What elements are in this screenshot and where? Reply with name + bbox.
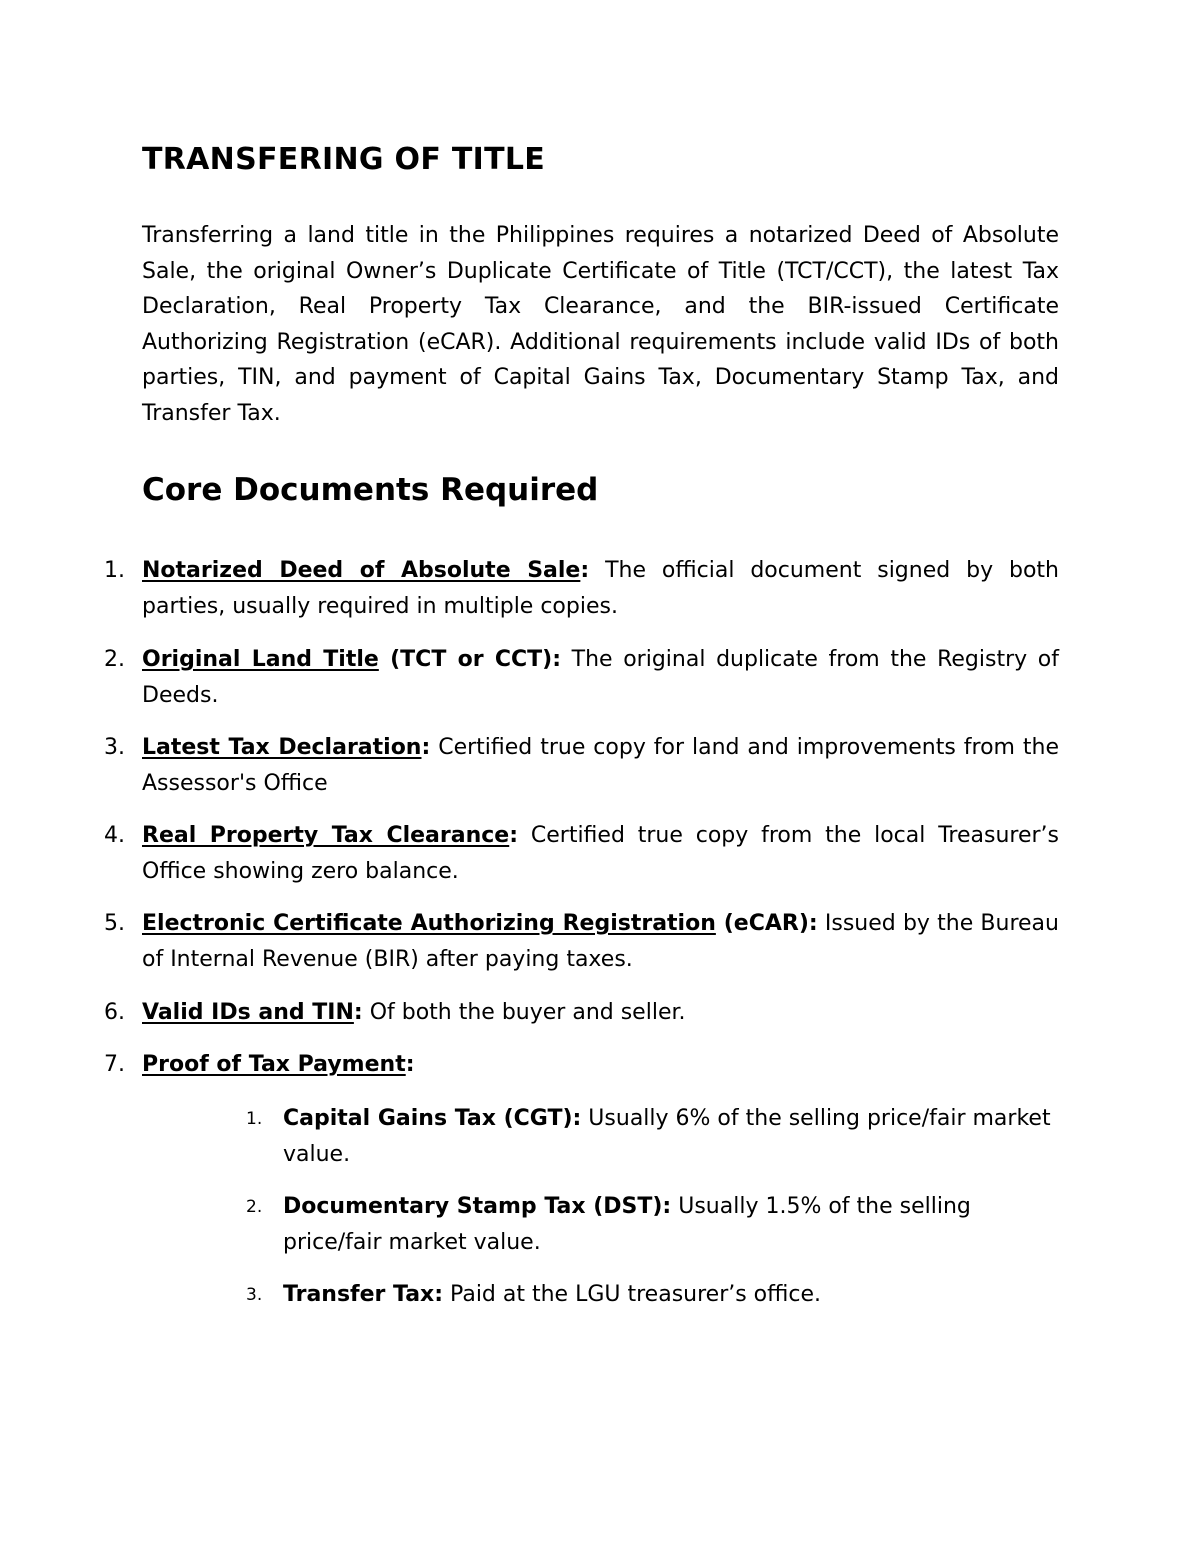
list-item-term: Proof of Tax Payment: xyxy=(142,1052,415,1077)
sub-item-capital-gains-tax xyxy=(246,1101,1063,1172)
list-item-valid-ids xyxy=(104,995,1059,1031)
intro-paragraph: Transferring a land title in the Philippines requires a notarized Deed of Absolute Sale, the original Owner’s Duplicate Certificate of Title (TCT/CCT), the latest Tax Declaration, Real Property Tax Clearance, and the BIR-issued Certificate Authorizing Registration (eCAR). Additional requirements include valid IDs of both parties, TIN, and payment of Capital Gains Tax, Documentary Stamp Tax, and Transfer Tax. xyxy=(142,223,1059,426)
list-item-number: 4. xyxy=(104,823,125,848)
list-item-tax-declaration xyxy=(104,730,1060,801)
sub-item-number: 1. xyxy=(246,1109,263,1129)
list-item-land-title xyxy=(104,642,1059,713)
list-item-deed-of-sale xyxy=(104,553,1060,624)
list-item-number: 5. xyxy=(104,911,125,936)
list-item-term: Original Land Title (TCT or CCT): xyxy=(142,647,562,672)
list-item-term: Latest Tax Declaration: xyxy=(142,735,431,760)
list-item-term: Valid IDs and TIN: xyxy=(142,1000,363,1025)
sub-item-term: Documentary Stamp Tax (DST): xyxy=(283,1194,672,1219)
list-item-tax-clearance xyxy=(104,818,1059,889)
list-item-term: Notarized Deed of Absolute Sale: xyxy=(142,558,590,583)
list-item-description: Certified true copy from the local Treasurer’s Office showing zero balance. xyxy=(142,823,1059,884)
list-item-description: The original duplicate from the Registry of Deeds. xyxy=(142,647,1059,708)
list-item-number: 6. xyxy=(104,1000,125,1025)
list-item-description: The official document signed by both parties, usually required in multiple copies. xyxy=(142,558,1060,619)
sub-item-description: Paid at the LGU treasurer’s office. xyxy=(443,1282,822,1307)
sub-item-documentary-stamp-tax xyxy=(246,1189,1063,1260)
list-item-description: Issued by the Bureau of Internal Revenue (BIR) after paying taxes. xyxy=(142,911,1059,972)
list-item-description: Of both the buyer and seller. xyxy=(362,1000,686,1025)
list-item-number: 1. xyxy=(104,558,125,583)
list-item-number: 7. xyxy=(104,1052,125,1077)
list-item-number: 3. xyxy=(104,735,125,760)
section-heading: Core Documents Required xyxy=(142,472,599,508)
sub-item-description: Usually 6% of the selling price/fair market value. xyxy=(283,1106,1051,1167)
sub-item-number: 2. xyxy=(246,1197,263,1217)
list-item-term: Real Property Tax Clearance: xyxy=(142,823,519,848)
list-item-ecar xyxy=(104,906,1059,977)
list-item-term: Electronic Certificate Authorizing Registration (eCAR): xyxy=(142,911,818,936)
sub-item-term: Transfer Tax: xyxy=(283,1282,444,1307)
sub-item-term: Capital Gains Tax (CGT): xyxy=(283,1106,582,1131)
document-title: TRANSFERING OF TITLE xyxy=(142,142,546,177)
list-item-number: 2. xyxy=(104,647,125,672)
list-item-proof-of-tax xyxy=(104,1047,1059,1083)
sub-item-transfer-tax xyxy=(246,1277,1063,1313)
sub-item-number: 3. xyxy=(246,1285,263,1305)
list-item-description: Certified true copy for land and improvements from the Assessor's Office xyxy=(142,735,1060,796)
sub-item-description: Usually 1.5% of the selling price/fair market value. xyxy=(283,1194,971,1255)
